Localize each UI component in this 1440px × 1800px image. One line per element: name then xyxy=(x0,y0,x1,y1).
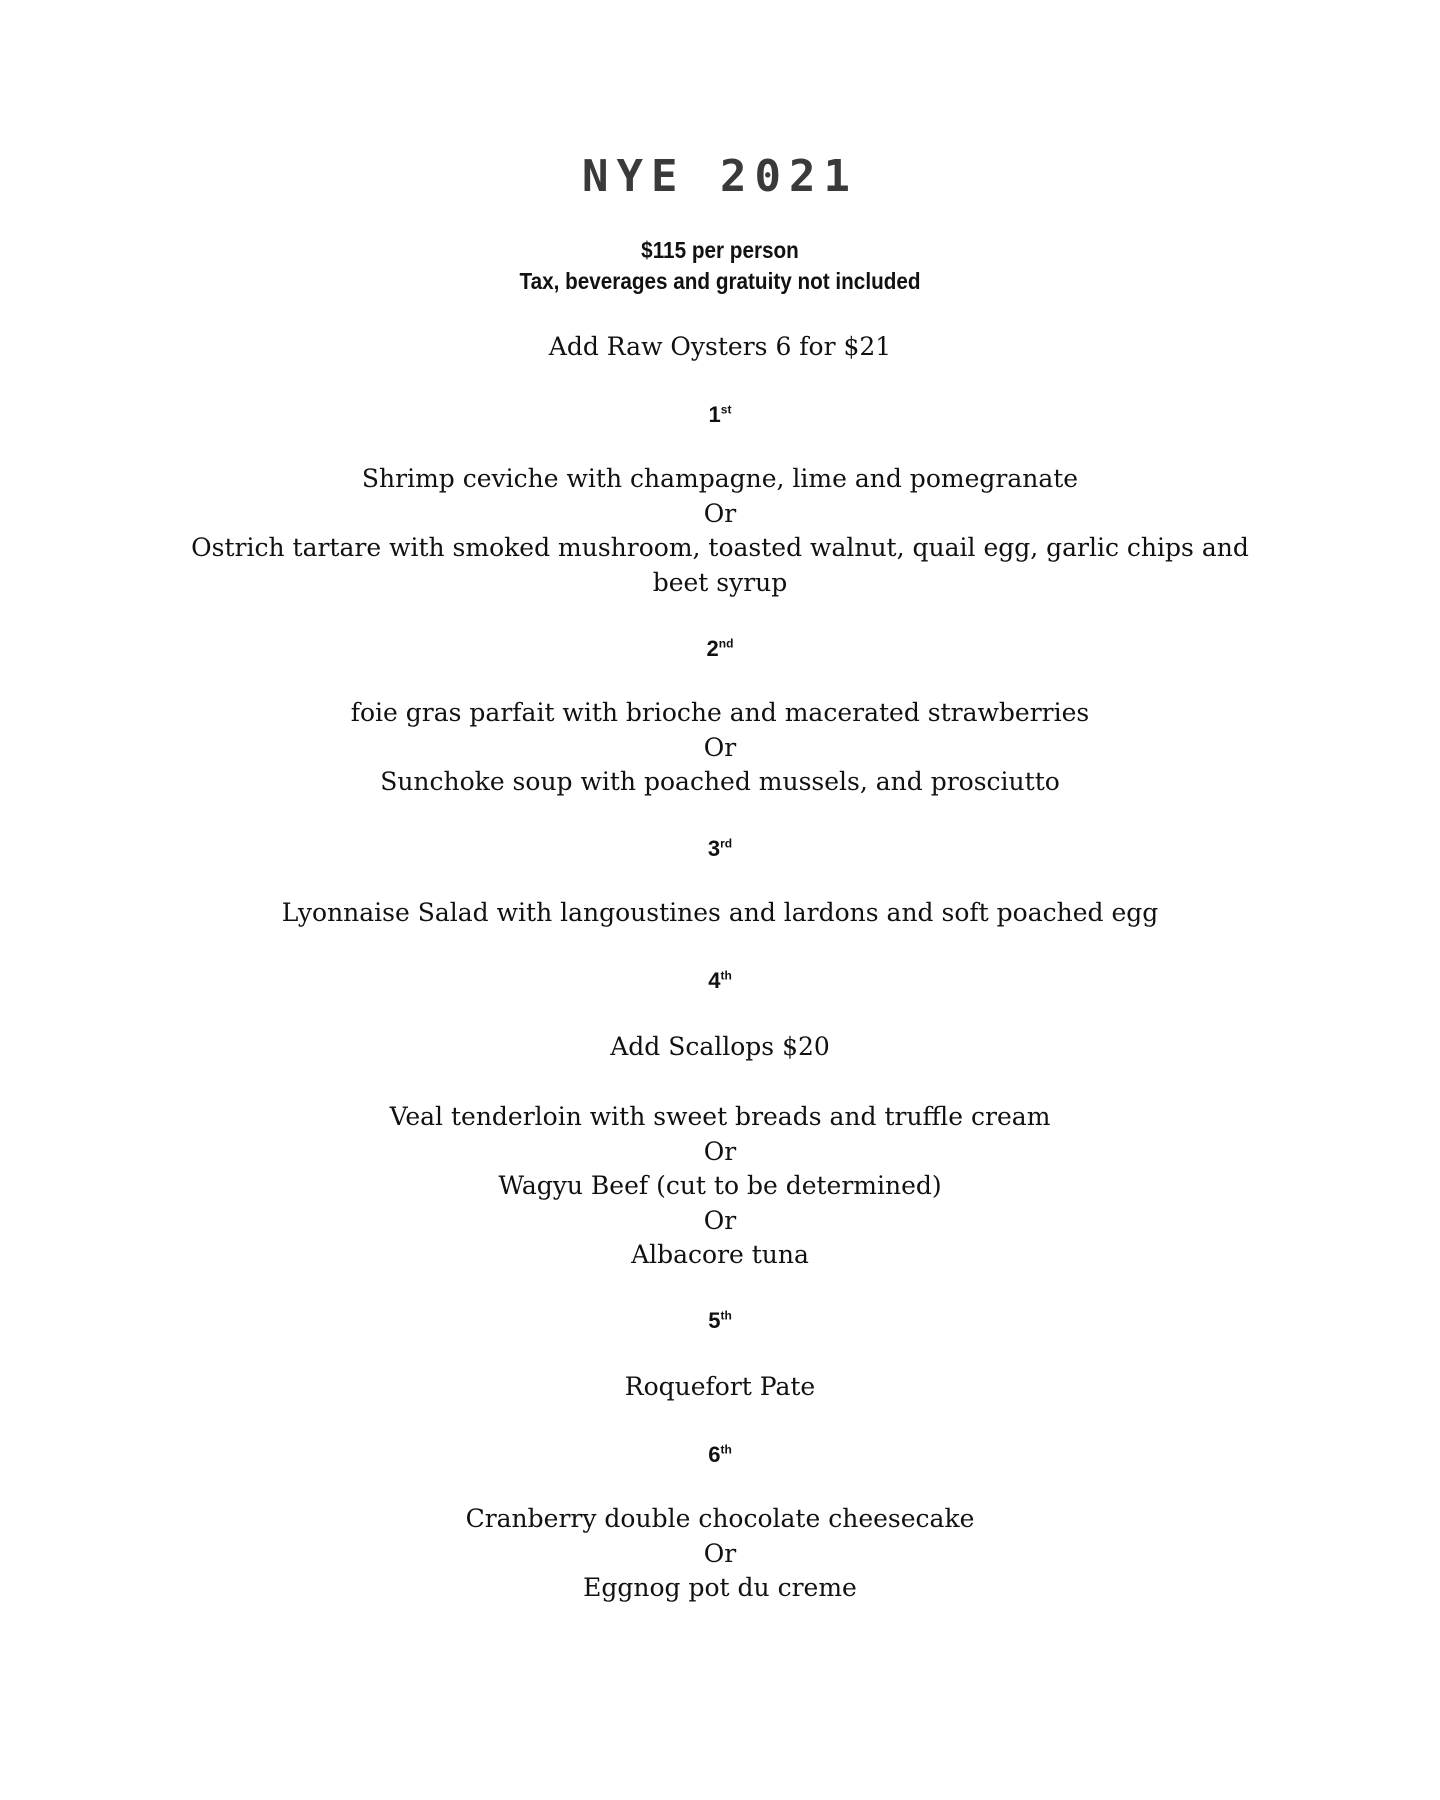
course-4-items xyxy=(0,1100,1440,1273)
dish-item: Lyonnaise Salad with langoustines and lardons and soft poached egg xyxy=(281,898,1159,927)
dish-item: Sunchoke soup with poached mussels, and prosciutto xyxy=(380,767,1060,796)
price-block xyxy=(72,235,1368,297)
or-separator: Or xyxy=(703,1205,737,1235)
course-number: 1 xyxy=(708,402,721,427)
course-number: 2 xyxy=(706,636,719,661)
course-ordinal: st xyxy=(720,402,732,417)
or-separator: Or xyxy=(703,498,737,528)
price-per-person: $115 per person xyxy=(641,237,799,263)
course-3-items xyxy=(0,896,1440,931)
course-ordinal: th xyxy=(720,968,732,983)
course-number: 4 xyxy=(708,968,721,993)
course-2-items xyxy=(0,696,1440,800)
oysters-addon xyxy=(0,330,1440,365)
oysters-line: Add Raw Oysters 6 for $21 xyxy=(548,332,892,361)
dish-item: Cranberry double chocolate cheesecake xyxy=(465,1504,975,1533)
scallops-line: Add Scallops $20 xyxy=(610,1032,830,1061)
dish-item: Ostrich tartare with smoked mushroom, toasted walnut, quail egg, garlic chips and beet syrup xyxy=(191,533,1249,597)
course-number: 5 xyxy=(708,1308,721,1333)
dish-item: Shrimp ceviche with champagne, lime and pomegranate xyxy=(361,464,1079,493)
course-heading-2 xyxy=(0,634,1440,664)
course-heading-5 xyxy=(0,1306,1440,1336)
course-number: 6 xyxy=(708,1442,721,1467)
or-separator: Or xyxy=(703,1538,737,1568)
course-1-items xyxy=(0,462,1440,600)
dish-item: Veal tenderloin with sweet breads and truffle cream xyxy=(389,1102,1051,1131)
dish-item: Eggnog pot du creme xyxy=(583,1573,857,1602)
dish-item: foie gras parfait with brioche and macerated strawberries xyxy=(350,698,1090,727)
course-ordinal: th xyxy=(720,1442,732,1457)
menu-title: NYE 2021 xyxy=(582,151,858,202)
scallops-addon xyxy=(0,1030,1440,1065)
course-heading-6 xyxy=(0,1440,1440,1470)
course-heading-3 xyxy=(0,834,1440,864)
or-separator: Or xyxy=(703,1136,737,1166)
dish-item: Wagyu Beef (cut to be determined) xyxy=(498,1171,942,1200)
course-ordinal: th xyxy=(720,1308,732,1323)
dish-item: Albacore tuna xyxy=(631,1240,809,1269)
course-ordinal: rd xyxy=(720,836,733,851)
course-heading-1 xyxy=(0,400,1440,430)
or-separator: Or xyxy=(703,732,737,762)
course-6-items xyxy=(0,1502,1440,1606)
price-note: Tax, beverages and gratuity not included xyxy=(519,268,921,294)
course-ordinal: nd xyxy=(718,636,734,651)
course-heading-4 xyxy=(0,966,1440,996)
course-number: 3 xyxy=(707,836,721,861)
course-5-items xyxy=(0,1370,1440,1405)
dish-item: Roquefort Pate xyxy=(624,1372,816,1401)
